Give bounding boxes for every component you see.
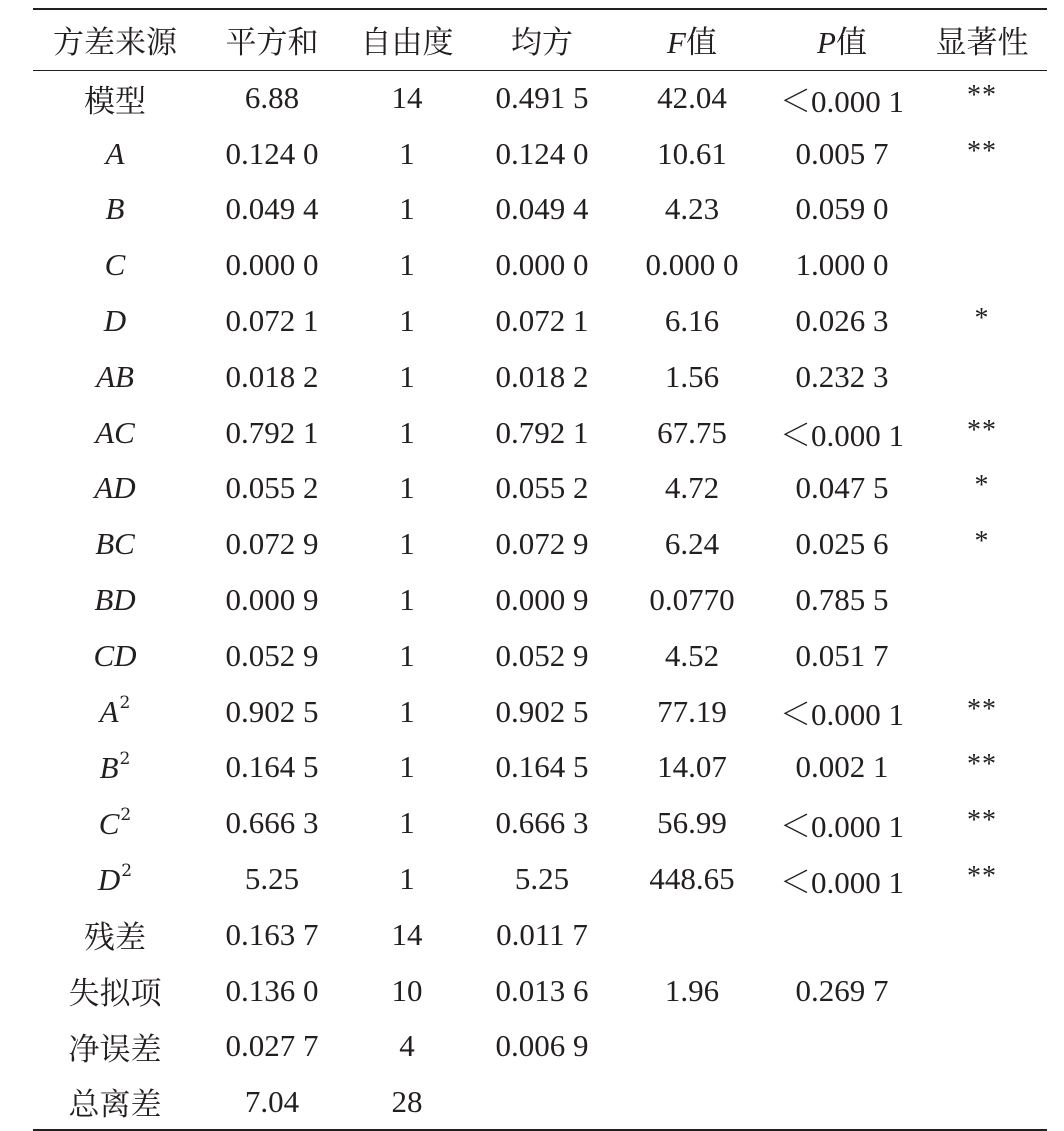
cell-mean-square: 0.491 5	[495, 80, 589, 116]
cell-f-value: 4.52	[664, 637, 720, 673]
cell-f-value: 42.04	[657, 80, 727, 116]
cell-significance	[917, 963, 1047, 1019]
cell-f-value: 77.19	[657, 693, 727, 729]
table-row	[33, 182, 1047, 238]
significance-marker: *	[974, 303, 990, 335]
cell-sum-of-squares: 0.792 1	[225, 414, 319, 450]
table-body	[33, 70, 1047, 1130]
cell-mean-square: 0.072 9	[495, 526, 589, 562]
cell-degrees-of-freedom: 1	[399, 693, 415, 729]
cell-degrees-of-freedom: 1	[399, 805, 415, 841]
cell-f-value	[617, 907, 767, 963]
table-row	[33, 349, 1047, 405]
cell-source	[33, 572, 197, 628]
table-row	[33, 1019, 1047, 1075]
header-f-value	[617, 9, 767, 70]
cell-mean-square: 0.006 9	[495, 1028, 589, 1064]
factor-label: D	[97, 861, 121, 897]
cell-p-value: 0.785 5	[795, 582, 889, 618]
cell-sum-of-squares: 7.04	[197, 1074, 347, 1130]
cell-f-value: 0.000 0	[645, 247, 739, 283]
table-row	[33, 740, 1047, 796]
factor-exponent: 2	[121, 860, 133, 881]
header-degrees-of-freedom: 自由度	[347, 9, 467, 70]
cell-source	[33, 628, 197, 684]
cell-sum-of-squares: 0.666 3	[225, 805, 319, 841]
cell-p-value: 1.000 0	[795, 247, 889, 283]
significance-marker: **	[967, 805, 997, 837]
cell-source: 总离差	[33, 1074, 197, 1130]
cell-significance	[917, 293, 1047, 349]
cell-p-value: 0.026 3	[795, 303, 889, 339]
table-row	[33, 628, 1047, 684]
cell-sum-of-squares: 0.124 0	[225, 135, 319, 171]
cell-p-value: 0.051 7	[795, 637, 889, 673]
cell-sum-of-squares: 0.027 7	[225, 1028, 319, 1064]
cell-source: 模型	[84, 83, 146, 120]
cell-f-value: 448.65	[649, 861, 735, 897]
cell-significance	[917, 349, 1047, 405]
cell-mean-square: 0.055 2	[495, 470, 589, 506]
table-row	[33, 461, 1047, 517]
factor-label: BC	[95, 526, 135, 562]
cell-degrees-of-freedom: 14	[391, 80, 423, 116]
cell-sum-of-squares: 6.88	[244, 80, 300, 116]
cell-f-value: 4.23	[664, 191, 720, 227]
anova-table	[33, 8, 1047, 1131]
cell-mean-square: 0.164 5	[495, 749, 589, 785]
table-row	[33, 795, 1047, 851]
factor-exponent: 2	[120, 804, 132, 825]
cell-p-value: 0.025 6	[795, 526, 889, 562]
header-row	[33, 9, 1047, 70]
cell-mean-square: 5.25	[514, 861, 570, 897]
table-row	[33, 293, 1047, 349]
cell-mean-square: 0.013 6	[495, 972, 589, 1008]
cell-mean-square: 0.011 7	[496, 916, 588, 952]
factor-label: A	[105, 135, 125, 171]
factor-label: D	[103, 303, 127, 339]
cell-source: 残差	[84, 920, 146, 957]
cell-p-value: ＜0.000 1	[780, 864, 904, 900]
significance-marker: **	[967, 749, 997, 781]
table-row	[33, 572, 1047, 628]
factor-label: BD	[94, 582, 136, 618]
cell-mean-square: 0.902 5	[495, 693, 589, 729]
cell-mean-square: 0.018 2	[495, 358, 589, 394]
cell-p-value: 0.232 3	[795, 358, 889, 394]
significance-marker: *	[974, 526, 990, 558]
cell-p-value: 0.005 7	[795, 135, 889, 171]
table-row	[33, 237, 1047, 293]
cell-f-value: 67.75	[657, 414, 727, 450]
cell-degrees-of-freedom: 1	[399, 247, 415, 283]
cell-significance	[917, 628, 1047, 684]
cell-p-value: ＜0.000 1	[780, 83, 904, 119]
cell-source	[33, 182, 197, 238]
cell-sum-of-squares: 0.164 5	[225, 749, 319, 785]
cell-source	[33, 516, 197, 572]
cell-significance	[917, 237, 1047, 293]
table-header	[33, 9, 1047, 70]
cell-mean-square: 0.000 9	[495, 582, 589, 618]
table-row	[33, 684, 1047, 740]
header-sum-of-squares: 平方和	[197, 9, 347, 70]
table-row	[33, 907, 1047, 963]
factor-label: C	[98, 805, 120, 841]
cell-degrees-of-freedom: 1	[399, 414, 415, 450]
cell-significance	[917, 70, 1047, 126]
cell-mean-square: 0.052 9	[495, 637, 589, 673]
header-mean-square: 均方	[467, 9, 617, 70]
cell-mean-square: 0.124 0	[495, 135, 589, 171]
factor-label: AB	[96, 358, 134, 394]
cell-source: 净误差	[68, 1031, 162, 1068]
header-f-letter: F	[667, 25, 686, 61]
cell-p-value: ＜0.000 1	[780, 697, 904, 733]
cell-source	[33, 405, 197, 461]
factor-label: C	[104, 247, 126, 283]
cell-degrees-of-freedom: 28	[347, 1074, 467, 1130]
factor-label: AC	[95, 414, 135, 450]
cell-sum-of-squares: 0.136 0	[225, 972, 319, 1008]
cell-sum-of-squares: 5.25	[244, 861, 300, 897]
cell-f-value: 0.0770	[649, 582, 735, 618]
cell-degrees-of-freedom: 1	[399, 526, 415, 562]
cell-degrees-of-freedom: 10	[391, 972, 423, 1008]
cell-source	[33, 126, 197, 182]
cell-sum-of-squares: 0.018 2	[225, 358, 319, 394]
cell-significance	[917, 461, 1047, 517]
cell-f-value: 1.96	[664, 972, 720, 1008]
significance-marker: **	[967, 414, 997, 446]
cell-degrees-of-freedom: 1	[399, 749, 415, 785]
cell-significance	[917, 684, 1047, 740]
cell-sum-of-squares: 0.072 9	[225, 526, 319, 562]
table-row	[33, 963, 1047, 1019]
cell-p-value: 0.269 7	[795, 972, 889, 1008]
cell-f-value: 6.16	[664, 303, 720, 339]
cell-source	[33, 684, 197, 740]
cell-f-value: 1.56	[664, 358, 720, 394]
header-significance: 显著性	[917, 9, 1047, 70]
cell-degrees-of-freedom: 1	[399, 861, 415, 897]
table-row	[33, 405, 1047, 461]
cell-p-value: ＜0.000 1	[780, 808, 904, 844]
table-row	[33, 851, 1047, 907]
cell-degrees-of-freedom: 1	[399, 358, 415, 394]
factor-label: CD	[93, 637, 137, 673]
cell-p-value: ＜0.000 1	[780, 418, 904, 454]
header-p-letter: P	[817, 25, 836, 61]
cell-f-value: 56.99	[657, 805, 727, 841]
table-row	[33, 70, 1047, 126]
cell-p-value	[767, 1019, 917, 1075]
cell-sum-of-squares: 0.049 4	[225, 191, 319, 227]
factor-exponent: 2	[119, 693, 131, 714]
cell-significance	[917, 405, 1047, 461]
significance-marker: **	[967, 693, 997, 725]
table-row	[33, 516, 1047, 572]
cell-source	[33, 293, 197, 349]
cell-mean-square: 0.666 3	[495, 805, 589, 841]
factor-label: B	[99, 749, 119, 785]
cell-significance	[917, 851, 1047, 907]
cell-sum-of-squares: 0.902 5	[225, 693, 319, 729]
cell-mean-square: 0.792 1	[495, 414, 589, 450]
factor-exponent: 2	[119, 748, 131, 769]
cell-significance	[917, 1019, 1047, 1075]
cell-degrees-of-freedom: 1	[399, 470, 415, 506]
cell-p-value	[767, 907, 917, 963]
significance-marker: *	[974, 470, 990, 502]
cell-significance	[917, 795, 1047, 851]
cell-significance	[917, 572, 1047, 628]
cell-mean-square: 0.072 1	[495, 303, 589, 339]
cell-degrees-of-freedom: 1	[399, 135, 415, 171]
cell-sum-of-squares: 0.055 2	[225, 470, 319, 506]
cell-degrees-of-freedom: 1	[399, 582, 415, 618]
cell-significance	[917, 126, 1047, 182]
cell-sum-of-squares: 0.163 7	[225, 916, 319, 952]
cell-source	[33, 795, 197, 851]
cell-significance	[917, 907, 1047, 963]
cell-sum-of-squares: 0.000 9	[225, 582, 319, 618]
significance-marker: **	[967, 135, 997, 167]
cell-f-value: 4.72	[664, 470, 720, 506]
cell-source	[33, 349, 197, 405]
header-source: 方差来源	[33, 9, 197, 70]
cell-f-value: 6.24	[664, 526, 720, 562]
table-row	[33, 126, 1047, 182]
cell-significance	[917, 182, 1047, 238]
cell-significance	[917, 516, 1047, 572]
cell-degrees-of-freedom: 1	[399, 191, 415, 227]
cell-significance	[917, 740, 1047, 796]
header-p-suffix: 值	[835, 25, 867, 62]
cell-f-value: 14.07	[657, 749, 727, 785]
cell-p-value: 0.059 0	[795, 191, 889, 227]
significance-marker: **	[967, 861, 997, 893]
cell-sum-of-squares: 0.000 0	[225, 247, 319, 283]
cell-degrees-of-freedom: 14	[391, 916, 423, 952]
cell-source: 失拟项	[68, 976, 162, 1013]
cell-mean-square: 0.049 4	[495, 191, 589, 227]
cell-source	[33, 740, 197, 796]
factor-label: AD	[94, 470, 136, 506]
factor-label: A	[99, 694, 119, 730]
cell-source	[33, 461, 197, 517]
cell-degrees-of-freedom: 1	[399, 637, 415, 673]
header-f-suffix: 值	[685, 25, 717, 62]
cell-f-value	[617, 1019, 767, 1075]
header-p-value	[767, 9, 917, 70]
anova-table-container	[33, 8, 1047, 1131]
significance-marker: **	[967, 80, 997, 112]
cell-source	[33, 851, 197, 907]
cell-mean-square: 0.000 0	[495, 247, 589, 283]
cell-source	[33, 237, 197, 293]
cell-degrees-of-freedom: 4	[399, 1028, 415, 1064]
cell-p-value: 0.002 1	[795, 749, 889, 785]
cell-sum-of-squares: 0.052 9	[225, 637, 319, 673]
factor-label: B	[105, 191, 125, 227]
cell-sum-of-squares: 0.072 1	[225, 303, 319, 339]
cell-degrees-of-freedom: 1	[399, 303, 415, 339]
cell-f-value: 10.61	[657, 135, 727, 171]
cell-p-value: 0.047 5	[795, 470, 889, 506]
